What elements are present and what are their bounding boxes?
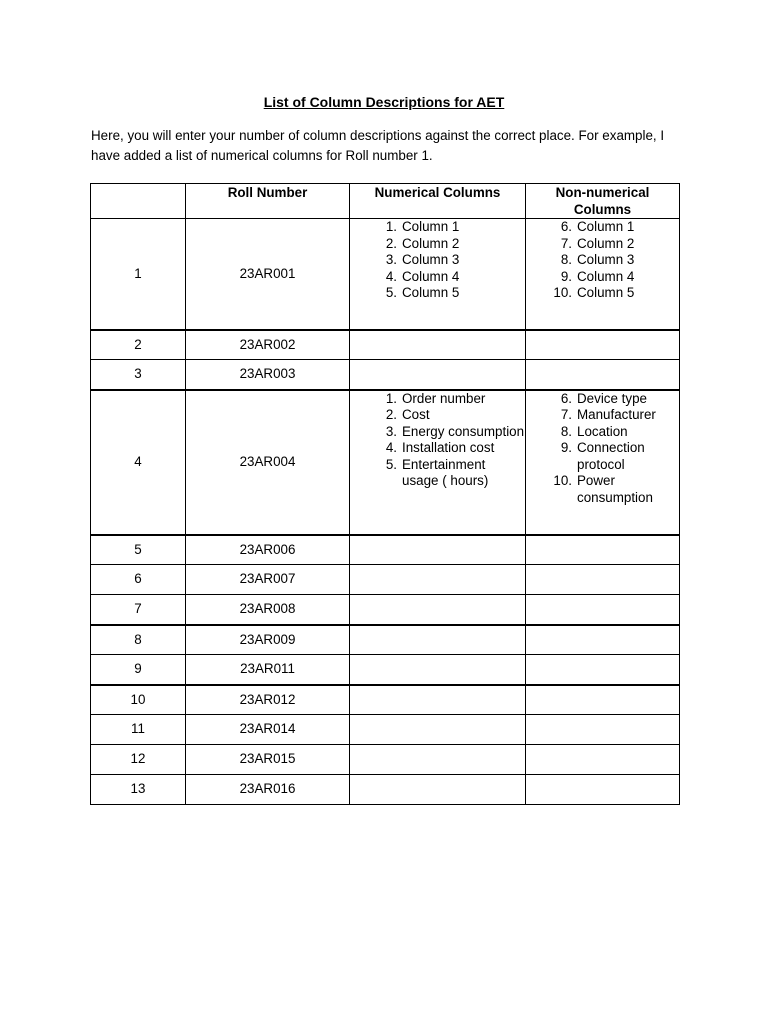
list-item: 6. Column 1 <box>560 219 635 234</box>
list-item: 3. Column 3 <box>385 252 460 267</box>
list-item: 1. Column 1 <box>385 219 460 234</box>
row-index: 11 <box>91 715 186 745</box>
list-item: 7. Column 2 <box>560 235 635 251</box>
non-numerical-columns-cell[interactable] <box>526 330 680 360</box>
non-numerical-columns-cell[interactable] <box>526 595 680 625</box>
roll-number: 23AR012 <box>186 685 350 715</box>
list-item: 5. Column 5 <box>385 285 460 300</box>
table-row <box>91 360 680 390</box>
roll-number: 23AR011 <box>186 655 350 685</box>
table-row <box>91 715 680 745</box>
numerical-columns-cell[interactable] <box>350 330 526 360</box>
table-row <box>91 330 680 360</box>
numerical-columns-cell[interactable] <box>350 565 526 595</box>
non-numerical-columns-cell[interactable] <box>526 715 680 745</box>
row-index: 1 <box>91 219 186 330</box>
row-index: 7 <box>91 595 186 625</box>
numerical-columns-cell[interactable] <box>350 595 526 625</box>
roll-number: 23AR008 <box>186 595 350 625</box>
numerical-columns-cell[interactable] <box>350 775 526 805</box>
row-index: 12 <box>91 745 186 775</box>
list-item: 4. Column 4 <box>385 268 460 284</box>
non-numerical-columns-cell[interactable] <box>526 655 680 685</box>
table-row <box>91 219 680 330</box>
list-item: 6. Device type <box>560 390 647 406</box>
non-numerical-columns-cell[interactable] <box>526 390 680 535</box>
header-non-numerical-columns: Non-numerical Columns <box>526 184 680 219</box>
non-numerical-columns-cell[interactable] <box>526 775 680 805</box>
row-index: 13 <box>91 775 186 805</box>
list-item: 9. Column 4 <box>560 268 635 284</box>
header-roll-number: Roll Number <box>186 184 350 219</box>
numerical-columns-cell[interactable] <box>350 390 526 535</box>
row-index: 5 <box>91 535 186 565</box>
document-title: List of Column Descriptions for AET <box>263 94 505 110</box>
list-item: 8. Location <box>560 423 628 439</box>
numerical-columns-cell[interactable] <box>350 625 526 655</box>
numerical-columns-cell[interactable] <box>350 535 526 565</box>
numerical-columns-cell[interactable] <box>350 219 526 330</box>
list-item: 3. Energy consumption <box>385 423 525 439</box>
non-numerical-columns-cell[interactable] <box>526 745 680 775</box>
table-row <box>91 535 680 565</box>
list-item: 4. Installation cost <box>385 440 495 455</box>
row-index: 6 <box>91 565 186 595</box>
non-numerical-columns-cell[interactable] <box>526 535 680 565</box>
table-header-row <box>91 184 680 219</box>
row-index: 4 <box>91 390 186 535</box>
list-item: 1. Order number <box>385 390 486 406</box>
roll-number: 23AR016 <box>186 775 350 805</box>
roll-number: 23AR006 <box>186 535 350 565</box>
row-index: 10 <box>91 685 186 715</box>
list-item: 7. Manufacturer <box>560 407 656 422</box>
numerical-columns-cell[interactable] <box>350 360 526 390</box>
table-row <box>91 655 680 685</box>
roll-number: 23AR007 <box>186 565 350 595</box>
row-index: 9 <box>91 655 186 685</box>
roll-number: 23AR014 <box>186 715 350 745</box>
non-numerical-columns-cell[interactable] <box>526 685 680 715</box>
table-row <box>91 625 680 655</box>
roll-number: 23AR002 <box>186 330 350 360</box>
intro-paragraph: Here, you will enter your number of column descriptions against the correct place. For example, I have added a list of numerical columns for Roll number 1. <box>91 128 665 163</box>
header-index <box>91 184 186 219</box>
list-item: 10. Power consumption <box>553 473 653 505</box>
list-item: 5. Entertainment usage ( hours) <box>385 456 489 488</box>
list-item: 2. Cost <box>385 407 430 422</box>
numerical-columns-cell[interactable] <box>350 745 526 775</box>
row-index: 2 <box>91 330 186 360</box>
numerical-columns-cell[interactable] <box>350 685 526 715</box>
row-index: 3 <box>91 360 186 390</box>
header-numerical-columns: Numerical Columns <box>350 184 526 219</box>
non-numerical-columns-cell[interactable] <box>526 360 680 390</box>
table-row <box>91 685 680 715</box>
list-item: 8. Column 3 <box>560 252 635 267</box>
table-row <box>91 775 680 805</box>
roll-number: 23AR015 <box>186 745 350 775</box>
table-row <box>91 595 680 625</box>
numerical-columns-cell[interactable] <box>350 655 526 685</box>
column-descriptions-table <box>90 183 680 805</box>
non-numerical-columns-cell[interactable] <box>526 219 680 330</box>
roll-number: 23AR009 <box>186 625 350 655</box>
table-row <box>91 565 680 595</box>
roll-number: 23AR003 <box>186 360 350 390</box>
roll-number: 23AR001 <box>186 219 350 330</box>
list-item: 10. Column 5 <box>553 285 635 300</box>
non-numerical-columns-cell[interactable] <box>526 625 680 655</box>
table-row <box>91 390 680 535</box>
list-item: 9. Connection protocol <box>560 440 645 472</box>
row-index: 8 <box>91 625 186 655</box>
roll-number: 23AR004 <box>186 390 350 535</box>
list-item: 2. Column 2 <box>385 235 460 251</box>
table-row <box>91 745 680 775</box>
non-numerical-columns-cell[interactable] <box>526 565 680 595</box>
numerical-columns-cell[interactable] <box>350 715 526 745</box>
